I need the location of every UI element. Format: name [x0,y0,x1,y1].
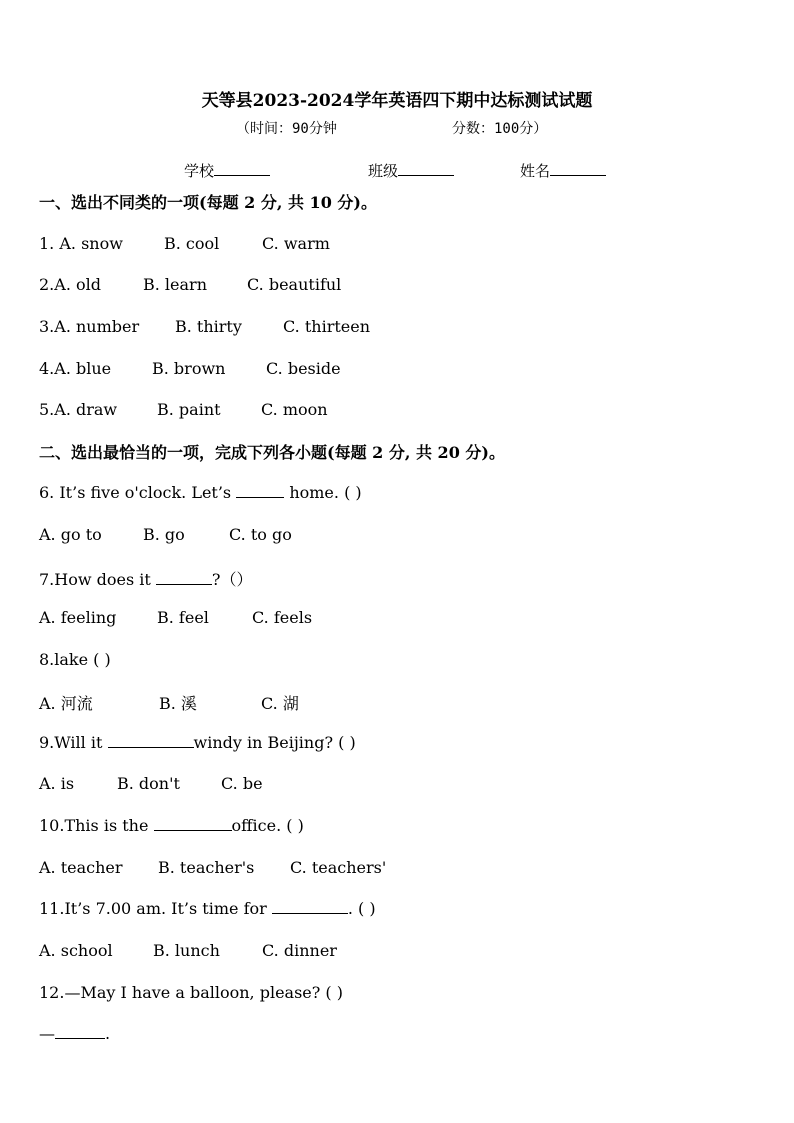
s2-q12-answer [39,1024,110,1043]
s1-q1-a: 1. A. snow [39,234,123,253]
s2-q10-a: A. teacher [39,858,123,877]
s2-q8-c: C. 湖 [261,694,299,713]
q6-blank[interactable] [236,483,284,498]
s1-q2-a: 2.A. old [39,275,101,294]
q11-post: . ( ) [347,899,376,918]
q12-blank[interactable] [55,1024,105,1039]
s2-q10 [39,816,304,835]
s1-q3-a: 3.A. number [39,317,140,336]
q9-pre: 9.Will it [39,733,108,752]
s1-q5-b: B. paint [157,400,221,419]
section1-heading: 一、选出不同类的一项(每题 2 分, 共 10 分)。 [39,193,377,212]
class-field[interactable] [368,160,454,181]
s1-q4-b: B. brown [152,359,226,378]
s1-q5-c: C. moon [261,400,328,419]
s2-q8: 8.lake ( ) [39,650,111,669]
s1-q4-c: C. beside [266,359,341,378]
s2-q10-b: B. teacher's [158,858,255,877]
s2-q6 [39,483,362,502]
q9-post: windy in Beijing? ( ) [193,733,356,752]
q10-post: office. ( ) [231,816,304,835]
q11-blank[interactable] [272,899,348,914]
name-label: 姓名 [520,162,551,180]
s2-q9-c: C. be [221,774,263,793]
s2-q7-c: C. feels [252,608,313,627]
class-blank[interactable] [398,162,454,176]
s2-q9 [39,733,356,752]
s1-q5-a: 5.A. draw [39,400,118,419]
s1-q3-c: C. thirteen [283,317,371,336]
s2-q7-b: B. feel [157,608,209,627]
school-blank[interactable] [214,162,270,176]
exam-time: （时间：90分钟 [236,121,337,137]
q7-blank[interactable] [156,570,212,585]
q6-pre: 6. It’s five o'clock. Let’s [39,483,237,502]
name-field[interactable] [520,160,606,181]
s2-q6-b: B. go [143,525,185,544]
s1-q1-b: B. cool [164,234,220,253]
school-field[interactable] [184,160,270,181]
s2-q11 [39,899,376,918]
s2-q8-a: A. 河流 [39,694,93,713]
s2-q7 [39,567,253,590]
s2-q11-b: B. lunch [153,941,220,960]
s2-q7-a: A. feeling [39,608,117,627]
s2-q10-c: C. teachers' [290,858,387,877]
school-label: 学校 [184,162,215,180]
s2-q6-a: A. go to [39,525,102,544]
s1-q2-c: C. beautiful [247,275,342,294]
s2-q8-b: B. 溪 [159,694,197,713]
q7-post: ?（） [211,570,253,589]
s2-q9-b: B. don't [117,774,180,793]
q10-pre: 10.This is the [39,816,154,835]
q6-post: home. ( ) [284,483,362,502]
name-blank[interactable] [550,162,606,176]
s1-q2-b: B. learn [143,275,208,294]
s1-q4-a: 4.A. blue [39,359,112,378]
exam-score: 分数：100分） [452,121,548,137]
section2-heading: 二、选出最恰当的一项，完成下列各小题(每题 2 分, 共 20 分)。 [39,443,505,462]
q10-blank[interactable] [154,816,232,831]
q11-pre: 11.It’s 7.00 am. It’s time for [39,899,272,918]
q7-pre: 7.How does it [39,570,156,589]
s2-q9-a: A. is [39,774,75,793]
s1-q3-b: B. thirty [175,317,242,336]
q9-blank[interactable] [108,733,194,748]
q12-dash: — [39,1024,55,1043]
s1-q1-c: C. warm [262,234,330,253]
class-label: 班级 [368,162,399,180]
s2-q6-c: C. to go [229,525,292,544]
s2-q12: 12.—May I have a balloon, please? ( ) [39,983,343,1002]
q12-period: . [105,1024,111,1043]
page-title: 天等县2023-2024学年英语四下期中达标测试试题 [201,91,593,111]
s2-q11-a: A. school [39,941,113,960]
s2-q11-c: C. dinner [262,941,337,960]
